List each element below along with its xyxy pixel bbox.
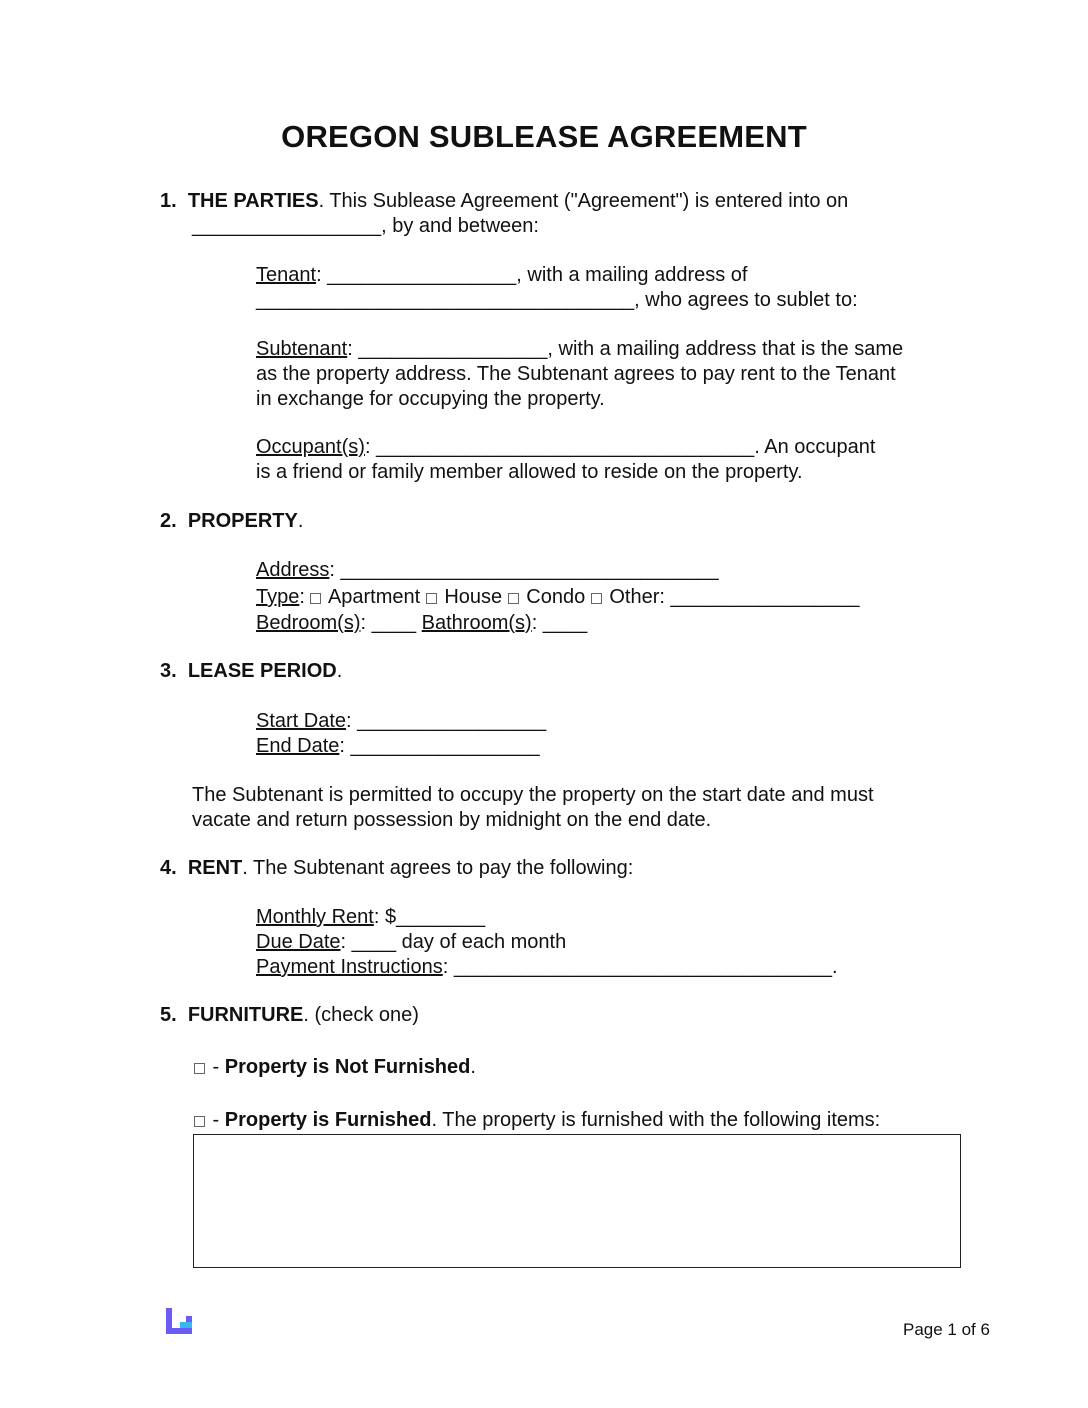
- section-1-heading-line: [160, 189, 848, 214]
- type-line: [256, 585, 860, 610]
- address-line: [256, 558, 719, 583]
- occupant-line: [256, 435, 875, 460]
- rooms-line: [256, 611, 587, 636]
- section-2-heading-line: [160, 509, 303, 534]
- other-label: Other: _________________: [609, 586, 860, 608]
- house-label: House: [444, 586, 503, 608]
- monthly-rent-blank: : $________: [373, 906, 486, 928]
- apartment-label: Apartment: [327, 586, 421, 608]
- apartment-checkbox[interactable]: [310, 593, 321, 604]
- section-heading: THE PARTIES: [187, 190, 319, 212]
- bedrooms-label: Bedroom(s): [256, 612, 361, 634]
- address-label: Address: [256, 559, 330, 581]
- section-heading: RENT: [187, 857, 243, 879]
- lease-period-text-2: vacate and return possession by midnight on the end date.: [192, 809, 712, 831]
- due-date-line: [256, 930, 566, 955]
- lease-period-text-1: The Subtenant is permitted to occupy the property on the start date and must: [192, 784, 874, 806]
- tenant-line: [256, 263, 748, 288]
- page-number: Page 1 of 6: [903, 1320, 990, 1339]
- type-colon: :: [299, 586, 311, 608]
- section-5-heading-line: [160, 1003, 419, 1028]
- start-date-label: Start Date: [256, 710, 347, 732]
- subtenant-label: Subtenant: [256, 338, 348, 360]
- end-date-blank: : _________________: [339, 735, 540, 757]
- section-heading: FURNITURE: [187, 1004, 304, 1026]
- option-dash: -: [207, 1056, 225, 1078]
- end-date-line: [256, 734, 540, 759]
- occupant-blank: : __________________________________. An occupant: [364, 436, 876, 458]
- tenant-name-blank: : _________________, with a mailing address of: [316, 264, 748, 286]
- payment-instructions-label: Payment Instructions: [256, 956, 443, 978]
- due-date-blank: : ____ day of each month: [340, 931, 567, 953]
- brand-logo-icon: [164, 1306, 194, 1336]
- due-date-label: Due Date: [256, 931, 341, 953]
- section-period: .: [336, 660, 343, 682]
- section-intro: . (check one): [303, 1004, 419, 1026]
- subtenant-name-blank: : _________________, with a mailing address that is the same: [347, 338, 904, 360]
- section-intro: . This Sublease Agreement ("Agreement") is entered into on: [318, 190, 849, 212]
- type-label: Type: [256, 586, 300, 608]
- occupant-text-2: is a friend or family member allowed to reside on the property.: [256, 461, 803, 483]
- section-4-heading-line: [160, 856, 633, 881]
- tenant-label: Tenant: [256, 264, 317, 286]
- subtenant-line: [256, 337, 903, 362]
- section-heading: LEASE PERIOD: [187, 660, 337, 682]
- payment-instructions-blank: : __________________________________.: [442, 956, 838, 978]
- section-period: .: [297, 510, 304, 532]
- start-date-blank: : _________________: [346, 710, 547, 732]
- condo-label: Condo: [526, 586, 586, 608]
- monthly-rent-label: Monthly Rent: [256, 906, 374, 928]
- end-date-label: End Date: [256, 735, 340, 757]
- condo-checkbox[interactable]: [508, 593, 519, 604]
- section-3-heading-line: [160, 659, 342, 684]
- not-furnished-checkbox[interactable]: [194, 1063, 205, 1074]
- option-end: .: [470, 1056, 476, 1078]
- bathrooms-label: Bathroom(s): [421, 612, 532, 634]
- furnished-checkbox[interactable]: [194, 1116, 205, 1127]
- document-title: OREGON SUBLEASE AGREEMENT: [281, 119, 807, 154]
- address-blank: : __________________________________: [329, 559, 719, 581]
- not-furnished-option: [194, 1055, 476, 1080]
- house-checkbox[interactable]: [426, 593, 437, 604]
- not-furnished-label: Property is Not Furnished: [224, 1056, 471, 1078]
- occupant-label: Occupant(s): [256, 436, 365, 458]
- monthly-rent-line: [256, 905, 485, 930]
- section-heading: PROPERTY: [187, 510, 298, 532]
- subtenant-text-3: in exchange for occupying the property.: [256, 388, 605, 410]
- other-checkbox[interactable]: [591, 593, 602, 604]
- agreement-date-line: _________________, by and between:: [192, 215, 539, 237]
- section-number: 4.: [160, 857, 177, 879]
- bathrooms-blank: : ____: [531, 612, 588, 634]
- section-number: 1.: [160, 190, 177, 212]
- subtenant-text-2: as the property address. The Subtenant agrees to pay rent to the Tenant: [256, 363, 896, 385]
- section-intro: . The Subtenant agrees to pay the following:: [242, 857, 634, 879]
- furnished-items-box[interactable]: [193, 1134, 961, 1268]
- furnished-text: . The property is furnished with the following items:: [431, 1109, 881, 1131]
- tenant-address-line: __________________________________, who agrees to sublet to:: [256, 289, 858, 311]
- furnished-label: Property is Furnished: [224, 1109, 432, 1131]
- option-dash: -: [207, 1109, 225, 1131]
- section-number: 3.: [160, 660, 177, 682]
- payment-instructions-line: [256, 955, 838, 980]
- section-number: 2.: [160, 510, 177, 532]
- furnished-option: [194, 1108, 880, 1133]
- section-number: 5.: [160, 1004, 177, 1026]
- bedrooms-blank: : ____: [360, 612, 422, 634]
- start-date-line: [256, 709, 546, 734]
